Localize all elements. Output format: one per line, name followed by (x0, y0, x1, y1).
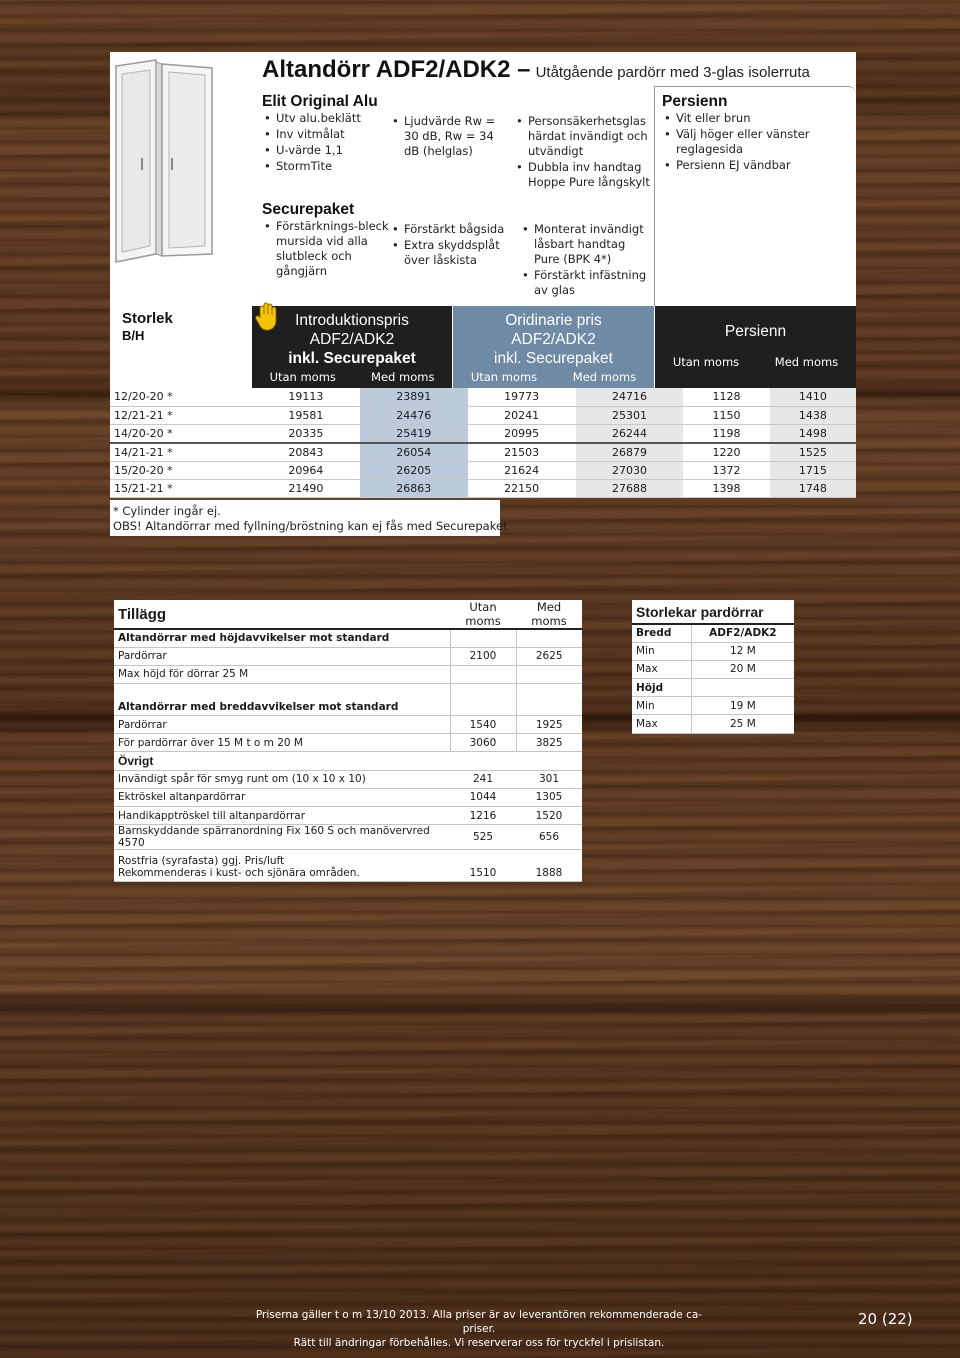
bredd-min-value: 12 M (691, 642, 794, 660)
elit-feature: • U-värde 1,1 (262, 143, 392, 158)
min-label: Min (632, 642, 691, 660)
title-subtitle: Utåtgående pardörr med 3-glas isolerruta (535, 64, 810, 81)
ord-utan-cell: 21624 (468, 461, 576, 479)
utan-cell: 241 (450, 770, 516, 788)
elit-feature: • Personsäkerhetsglas härdat invändigt och utvändigt (514, 114, 650, 159)
elit-feature: • Inv vitmålat (262, 127, 392, 142)
securepaket-col-3 (520, 222, 650, 299)
ord-utan-cell: 20995 (468, 425, 576, 443)
elit-feature: • Ljudvärde Rw = 30 dB, Rw = 34 dB (helglas) (390, 114, 500, 159)
utan-cell: 3060 (450, 734, 516, 752)
ord-med-cell: 27688 (576, 479, 684, 497)
intro-model: ADF2/ADK2 (309, 331, 395, 348)
persienn-col (662, 94, 852, 174)
table-row (632, 660, 794, 678)
securepaket-col-2 (390, 222, 508, 269)
section-label: Övrigt (114, 752, 450, 770)
intro-utan-cell: 20843 (252, 443, 360, 461)
ord-utan-cell: 21503 (468, 443, 576, 461)
hojd-label: Höjd (632, 679, 691, 697)
securepaket-col-1 (262, 202, 392, 280)
row-label: Ektröskel altanpardörrar (114, 788, 450, 806)
intro-med-cell: 26205 (360, 461, 468, 479)
footer-line-2: Rätt till ändringar förbehålles. Vi reserverar oss för tryckfel i prislistan. (293, 1337, 665, 1349)
ord-utan-moms: Utan moms (470, 370, 538, 384)
bredd-label: Bredd (632, 624, 691, 642)
utan-cell: 2100 (450, 647, 516, 665)
title-main: Altandörr ADF2/ADK2 – (262, 56, 531, 83)
pers-med-moms: Med moms (774, 355, 839, 369)
size-cell: 14/20-20 * (110, 425, 252, 443)
table-row (114, 825, 582, 850)
size-cell: 12/21-21 * (110, 406, 252, 424)
table-row (114, 807, 582, 825)
persienn-feature: • Vit eller brun (662, 111, 852, 126)
table-row (632, 679, 794, 697)
persienn-feature: • Välj höger eller vänster reglagesida (662, 127, 852, 157)
cylinder-note: * Cylinder ingår ej. (113, 504, 221, 518)
footer-line-1: Priserna gäller t o m 13/10 2013. Alla priser är av leverantören rekommenderade ca-priser. (255, 1309, 703, 1335)
ord-med-cell: 26244 (576, 425, 684, 443)
elit-feature: • StormTite (262, 159, 392, 174)
intro-utan-cell: 21490 (252, 479, 360, 497)
table-row (114, 716, 582, 734)
row-label-line: Rekommenderas i kust- och sjönära områden. (118, 867, 360, 880)
table-row (114, 770, 582, 788)
table-row (114, 684, 582, 716)
page-number: 20 (22) (858, 1310, 913, 1328)
pers-utan-cell: 1372 (683, 461, 769, 479)
size-cell: 14/21-21 * (110, 443, 252, 461)
ord-model: ADF2/ADK2 (511, 331, 596, 348)
med-cell: 656 (516, 825, 582, 850)
table-row (114, 850, 582, 882)
elit-col-2 (390, 114, 500, 160)
utan-cell: 525 (450, 825, 516, 850)
row-label: Pardörrar (114, 647, 450, 665)
intro-utan-cell: 19113 (252, 388, 360, 406)
table-row (110, 461, 856, 479)
hojd-max-value: 25 M (691, 715, 794, 733)
bredd-max-value: 20 M (691, 660, 794, 678)
table-row (114, 734, 582, 752)
intro-utan-cell: 20964 (252, 461, 360, 479)
table-row (110, 443, 856, 461)
pers-med-cell: 1525 (770, 443, 856, 461)
securepaket-feature: • Förstärknings-bleck mursida vid alla slutbleck och gångjärn (262, 219, 392, 279)
securepaket-heading: Securepaket (262, 201, 355, 218)
pers-med-cell: 1498 (770, 425, 856, 443)
securepaket-feature: • Monterat invändigt låsbart handtag Pure (BPK 4*) (520, 222, 650, 267)
intro-med-cell: 25419 (360, 425, 468, 443)
pers-utan-cell: 1150 (683, 406, 769, 424)
table-row (632, 715, 794, 733)
ord-med-cell: 24716 (576, 388, 684, 406)
med-cell: 1925 (516, 716, 582, 734)
size-unit: B/H (122, 328, 145, 343)
ord-med-cell: 27030 (576, 461, 684, 479)
intro-price-header (252, 306, 452, 388)
intro-title: Introduktionspris (295, 312, 409, 329)
row-label: Max höjd för dörrar 25 M (114, 665, 450, 683)
table-row (632, 624, 794, 642)
intro-med-moms: Med moms (371, 370, 435, 384)
row-label: Barnskyddande spärranordning Fix 160 S och manövervred 4570 (114, 825, 450, 850)
row-label (114, 850, 450, 882)
pers-utan-cell: 1220 (683, 443, 769, 461)
intro-med-cell: 23891 (360, 388, 468, 406)
tillagg-heading: Tillägg (114, 600, 450, 629)
ord-med-cell: 25301 (576, 406, 684, 424)
section-label: Altandörrar med breddavvikelser mot standard (114, 684, 450, 716)
intro-med-cell: 24476 (360, 406, 468, 424)
pers-utan-cell: 1128 (683, 388, 769, 406)
table-row (114, 629, 582, 647)
elit-feature: • Dubbla inv handtag Hoppe Pure långskylt (514, 160, 650, 190)
ord-utan-cell: 19773 (468, 388, 576, 406)
obs-note: OBS! Altandörrar med fyllning/bröstning kan ej fås med Securepaket (113, 519, 508, 533)
securepaket-feature: • Förstärkt infästning av glas (520, 268, 650, 298)
size-cell: 12/20-20 * (110, 388, 252, 406)
table-row (114, 647, 582, 665)
utan-cell: 1216 (450, 807, 516, 825)
page-title (262, 56, 862, 84)
table-row (632, 600, 794, 624)
table-row (114, 600, 582, 629)
elit-heading: Elit Original Alu (262, 93, 378, 110)
hojd-min-value: 19 M (691, 697, 794, 715)
tillagg-med-header: Med moms (516, 600, 582, 629)
med-cell: 1888 (516, 850, 582, 882)
table-row (632, 697, 794, 715)
max-label: Max (632, 715, 691, 733)
ord-title: Oridinarie pris (505, 312, 602, 329)
pers-med-cell: 1438 (770, 406, 856, 424)
ord-med-cell: 26879 (576, 443, 684, 461)
intro-package: inkl. Securepaket (288, 350, 416, 367)
ord-package: inkl. Securepaket (494, 350, 613, 367)
ord-utan-cell: 22150 (468, 479, 576, 497)
utan-cell: 1044 (450, 788, 516, 806)
table-row (114, 752, 582, 770)
elit-feature: • Utv alu.beklätt (262, 111, 392, 126)
persienn-heading: Persienn (662, 93, 728, 110)
persienn-feature: • Persienn EJ vändbar (662, 158, 852, 173)
row-label: Pardörrar (114, 716, 450, 734)
door-illustration (112, 58, 216, 264)
row-label-line: Rostfria (syrafasta) ggj. Pris/luft (118, 855, 285, 868)
size-column-header (122, 310, 173, 344)
row-label: Handikapptröskel till altanpardörrar (114, 807, 450, 825)
intro-utan-moms: Utan moms (269, 370, 336, 384)
intro-utan-cell: 20335 (252, 425, 360, 443)
elit-col-3 (514, 114, 650, 191)
min-label: Min (632, 697, 691, 715)
size-label: Storlek (122, 310, 173, 327)
pers-med-cell: 1715 (770, 461, 856, 479)
pers-med-cell: 1410 (770, 388, 856, 406)
table-row (114, 665, 582, 683)
table-row (632, 642, 794, 660)
row-label: För pardörrar över 15 M t o m 20 M (114, 734, 450, 752)
storlekar-heading: Storlekar pardörrar (632, 600, 794, 624)
utan-cell: 1540 (450, 716, 516, 734)
model-label: ADF2/ADK2 (691, 624, 794, 642)
table-row (110, 388, 856, 406)
persienn-price-header (655, 306, 856, 388)
ordinary-price-header (453, 306, 654, 388)
storlekar-table (632, 600, 794, 734)
section-label: Altandörrar med höjdavvikelser mot standard (114, 629, 450, 647)
securepaket-feature: • Extra skyddsplåt över låskista (390, 238, 508, 268)
med-cell: 1305 (516, 788, 582, 806)
table-row (110, 479, 856, 497)
table-row (110, 425, 856, 443)
hand-icon (254, 302, 280, 332)
size-cell: 15/21-21 * (110, 479, 252, 497)
pers-utan-moms: Utan moms (672, 355, 740, 369)
utan-cell: 1510 (450, 850, 516, 882)
table-row (110, 406, 856, 424)
elit-col-1 (262, 94, 392, 175)
pers-title: Persienn (724, 323, 787, 340)
med-cell: 1520 (516, 807, 582, 825)
footer (244, 1308, 714, 1349)
ord-med-moms: Med moms (572, 370, 637, 384)
tillagg-table (114, 600, 582, 882)
table-row (114, 788, 582, 806)
price-table (110, 388, 856, 498)
pers-utan-cell: 1198 (683, 425, 769, 443)
max-label: Max (632, 660, 691, 678)
med-cell: 2625 (516, 647, 582, 665)
intro-med-cell: 26863 (360, 479, 468, 497)
med-cell: 301 (516, 770, 582, 788)
size-cell: 15/20-20 * (110, 461, 252, 479)
tillagg-utan-header: Utan moms (450, 600, 516, 629)
intro-utan-cell: 19581 (252, 406, 360, 424)
pers-med-cell: 1748 (770, 479, 856, 497)
med-cell: 3825 (516, 734, 582, 752)
row-label: Invändigt spår för smyg runt om (10 x 10 x 10) (114, 770, 450, 788)
pers-utan-cell: 1398 (683, 479, 769, 497)
ord-utan-cell: 20241 (468, 406, 576, 424)
intro-med-cell: 26054 (360, 443, 468, 461)
securepaket-feature: • Förstärkt bågsida (390, 222, 508, 237)
